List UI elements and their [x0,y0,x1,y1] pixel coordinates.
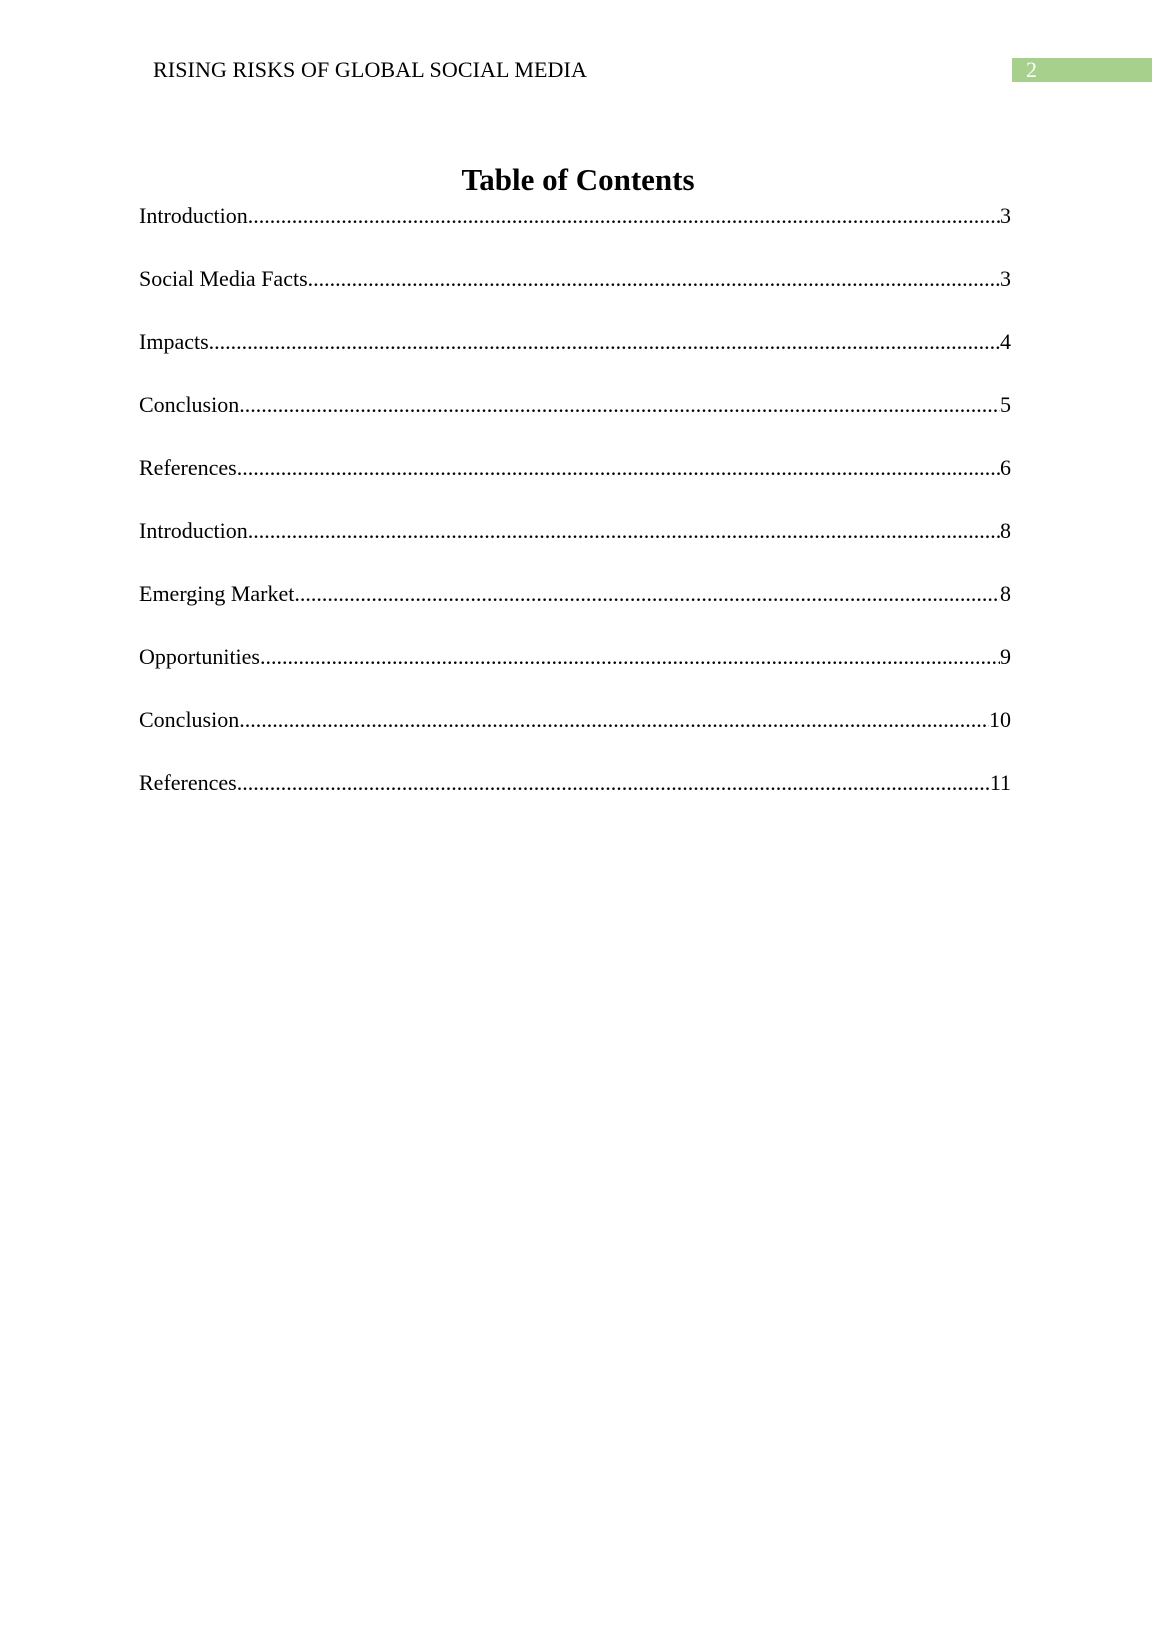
page-number: 2 [1026,57,1037,82]
toc-dot-leader [209,326,1000,358]
toc-entry-label: References [139,770,237,795]
toc-title: Table of Contents [461,162,695,197]
page-header [0,0,1158,100]
toc-entry-page: 8 [1000,581,1011,606]
running-head: RISING RISKS OF GLOBAL SOCIAL MEDIA [153,57,587,82]
toc-entry-label: Introduction [139,518,248,543]
toc-entry-emerging-market[interactable] [139,578,1011,641]
toc-entry-opportunities[interactable] [139,641,1011,704]
toc-dot-leader [239,704,989,736]
toc-dot-leader [308,263,1000,295]
toc-entry-introduction[interactable] [139,200,1011,263]
toc-entry-introduction-2[interactable] [139,515,1011,578]
toc-dot-leader [248,515,1000,547]
toc-entry-references-2[interactable] [139,767,1011,830]
toc-dot-leader [237,452,1000,484]
toc-entry-label: Conclusion [139,707,240,732]
toc-entry-label: Introduction [139,203,248,228]
toc-entry-page: 11 [989,770,1011,795]
toc-entry-label: Conclusion [139,392,240,417]
toc-entry-social-media-facts[interactable] [139,263,1011,326]
toc-dot-leader [248,200,1000,232]
toc-entry-page: 8 [1000,518,1011,543]
toc-entry-conclusion-2[interactable] [139,704,1011,767]
toc-entry-references[interactable] [139,452,1011,515]
page-number-badge [1012,58,1152,82]
toc-entry-page: 6 [1000,455,1011,480]
table-of-contents [139,160,1011,830]
toc-entry-page: 9 [1000,644,1011,669]
toc-entry-page: 5 [1000,392,1011,417]
toc-list [139,200,1011,830]
toc-entry-page: 4 [1000,329,1011,354]
toc-entry-page: 3 [1000,266,1011,291]
toc-entry-label: Social Media Facts [139,266,308,291]
toc-dot-leader [260,641,1000,673]
toc-entry-page: 3 [1000,203,1011,228]
toc-entry-label: Opportunities [139,644,260,669]
toc-entry-label: Impacts [139,329,209,354]
toc-dot-leader [237,767,990,799]
toc-dot-leader [294,578,1000,610]
toc-entry-label: Emerging Market [139,581,295,606]
toc-entry-label: References [139,455,237,480]
toc-dot-leader [239,389,1000,421]
toc-entry-conclusion[interactable] [139,389,1011,452]
toc-entry-page: 10 [989,707,1011,732]
toc-entry-impacts[interactable] [139,326,1011,389]
